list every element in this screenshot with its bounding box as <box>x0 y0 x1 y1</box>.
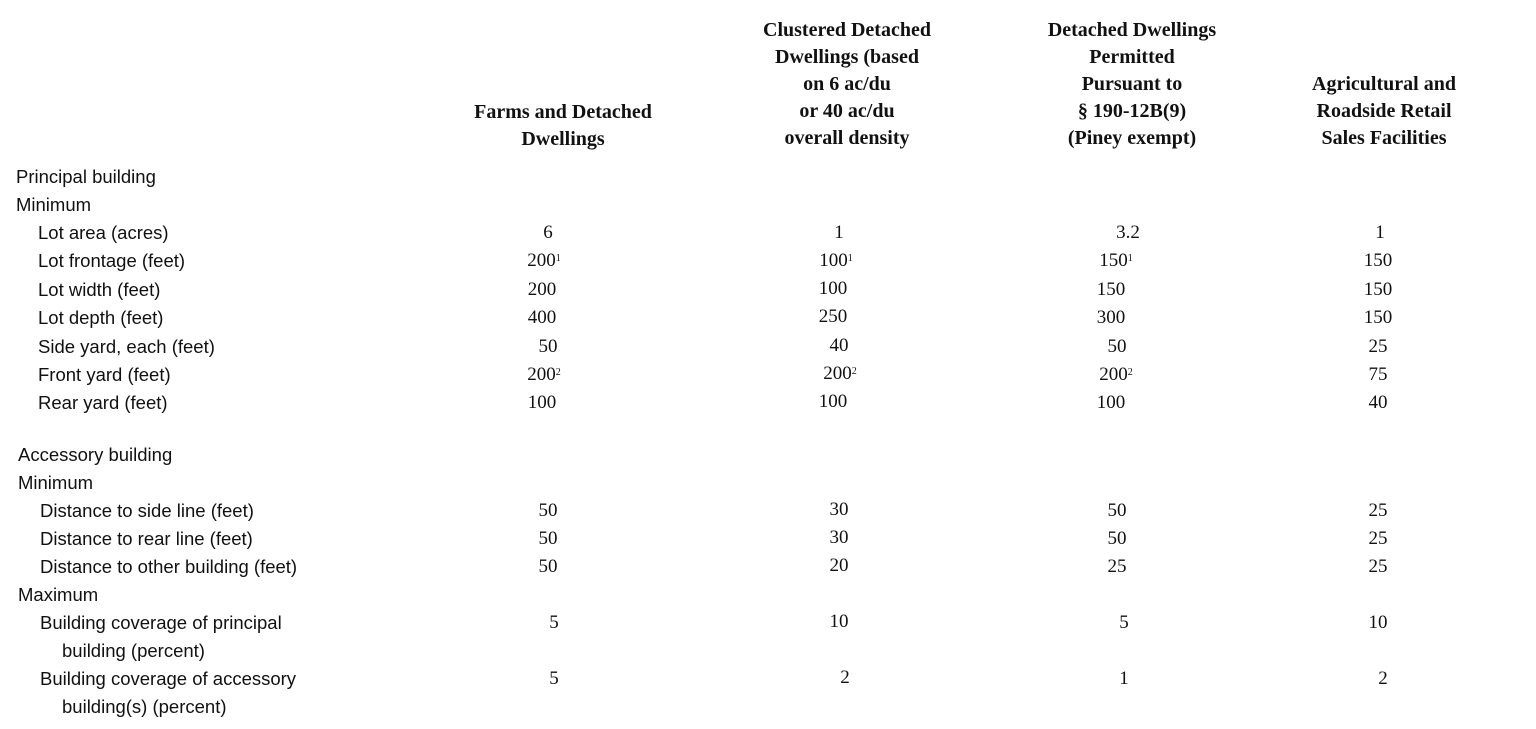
row-label-distance-other-building: Distance to other building (feet) <box>40 556 298 577</box>
row-label-front-yard: Front yard (feet) <box>38 364 171 385</box>
cell-value: 1 <box>834 222 844 243</box>
cell-value: 100 <box>818 278 848 299</box>
cell-number: 200 <box>823 363 852 384</box>
cell-value: 75 <box>1368 364 1388 385</box>
cell-value: 150 <box>1096 279 1126 300</box>
cell-value <box>484 361 604 389</box>
cell-value: 1 <box>1119 668 1129 689</box>
cell-value: 150 <box>1363 279 1393 300</box>
cell-value: 150 <box>1363 250 1393 271</box>
cell-value: 50 <box>538 528 558 549</box>
cell-number: 200 <box>527 364 556 385</box>
header-line: Dwellings <box>521 128 605 150</box>
column-header-clustered <box>727 17 967 152</box>
cell-value <box>776 247 896 275</box>
row-label-side-yard: Side yard, each (feet) <box>38 336 215 357</box>
cell-value: 40 <box>829 335 849 356</box>
header-line: (Piney exempt) <box>1067 127 1197 149</box>
footnote-ref: 1 <box>847 253 853 264</box>
cell-value: 50 <box>1107 528 1127 549</box>
cell-value: 25 <box>1368 500 1388 521</box>
cell-value: 100 <box>1096 392 1126 413</box>
row-label-distance-side-line: Distance to side line (feet) <box>40 500 254 521</box>
cell-value: 30 <box>829 527 849 548</box>
cell-value: 150 <box>1363 307 1393 328</box>
cell-value: 30 <box>829 499 849 520</box>
column-header-agricultural <box>1264 71 1504 152</box>
section-accessory-maximum: Maximum <box>18 584 99 605</box>
cell-value: 250 <box>818 306 848 327</box>
footnote-ref: 2 <box>555 367 561 378</box>
cell-value: 25 <box>1368 528 1388 549</box>
header-line: Agricultural and <box>1312 73 1456 95</box>
cell-value: 5 <box>549 668 559 689</box>
header-line: or 40 ac/du <box>799 100 895 122</box>
section-accessory-building: Accessory building <box>18 444 173 465</box>
header-line: § 190-12B(9) <box>1077 100 1187 122</box>
footnote-ref: 1 <box>555 253 561 264</box>
cell-value: 50 <box>538 500 558 521</box>
row-label-lot-area: Lot area (acres) <box>38 222 169 243</box>
cell-value: 50 <box>538 336 558 357</box>
row-label-lot-frontage: Lot frontage (feet) <box>38 250 186 271</box>
cell-value: 25 <box>1368 556 1388 577</box>
header-line: overall density <box>784 127 910 149</box>
cell-value: 20 <box>829 555 849 576</box>
footnote-ref: 2 <box>851 366 857 377</box>
section-principal-building: Principal building <box>16 166 156 187</box>
header-line: Pursuant to <box>1081 73 1183 95</box>
header-line: Sales Facilities <box>1321 127 1447 149</box>
cell-value: 6 <box>543 222 553 243</box>
cell-value: 400 <box>527 307 557 328</box>
row-label-coverage-accessory: Building coverage of accessory <box>40 668 297 689</box>
cell-value: 50 <box>1107 500 1127 521</box>
cell-value: 25 <box>1368 336 1388 357</box>
header-line: Roadside Retail <box>1316 100 1452 122</box>
cell-value: 3.2 <box>1116 222 1140 243</box>
row-label-rear-yard: Rear yard (feet) <box>38 392 168 413</box>
cell-number: 150 <box>1099 250 1128 271</box>
header-line: on 6 ac/du <box>803 73 891 95</box>
cell-value: 5 <box>1119 612 1129 633</box>
cell-number: 100 <box>819 250 848 271</box>
section-principal-minimum: Minimum <box>16 194 92 215</box>
cell-number: 200 <box>1099 364 1128 385</box>
cell-value: 10 <box>829 611 849 632</box>
column-header-detached-permitted <box>1012 17 1252 152</box>
cell-value: 100 <box>527 392 557 413</box>
cell-value: 25 <box>1107 556 1127 577</box>
header-line: Dwellings (based <box>775 46 919 68</box>
row-label-coverage-principal-cont: building (percent) <box>62 640 205 661</box>
cell-value: 1 <box>1375 222 1385 243</box>
cell-value <box>780 360 900 388</box>
footnote-ref: 1 <box>1127 253 1133 264</box>
cell-value: 40 <box>1368 392 1388 413</box>
cell-value: 200 <box>527 279 557 300</box>
cell-number: 200 <box>527 250 556 271</box>
cell-value: 50 <box>538 556 558 577</box>
header-line: Detached Dwellings <box>1047 19 1217 41</box>
cell-value: 300 <box>1096 307 1126 328</box>
row-label-distance-rear-line: Distance to rear line (feet) <box>40 528 253 549</box>
cell-value: 100 <box>818 391 848 412</box>
row-label-coverage-accessory-cont: building(s) (percent) <box>62 696 227 717</box>
cell-value: 2 <box>1378 668 1388 689</box>
cell-value: 5 <box>549 612 559 633</box>
header-line: Clustered Detached <box>763 19 931 41</box>
row-label-lot-depth: Lot depth (feet) <box>38 307 164 328</box>
cell-value <box>1056 361 1176 389</box>
column-header-farms <box>443 99 683 153</box>
cell-value <box>484 247 604 275</box>
header-line: Farms and Detached <box>474 101 652 123</box>
cell-value: 50 <box>1107 336 1127 357</box>
row-label-coverage-principal: Building coverage of principal <box>40 612 282 633</box>
footnote-ref: 2 <box>1127 367 1133 378</box>
cell-value: 10 <box>1368 612 1388 633</box>
cell-value <box>1056 247 1176 275</box>
section-accessory-minimum: Minimum <box>18 472 94 493</box>
cell-value: 2 <box>840 667 850 688</box>
header-line: Permitted <box>1089 46 1175 68</box>
row-label-lot-width: Lot width (feet) <box>38 279 161 300</box>
